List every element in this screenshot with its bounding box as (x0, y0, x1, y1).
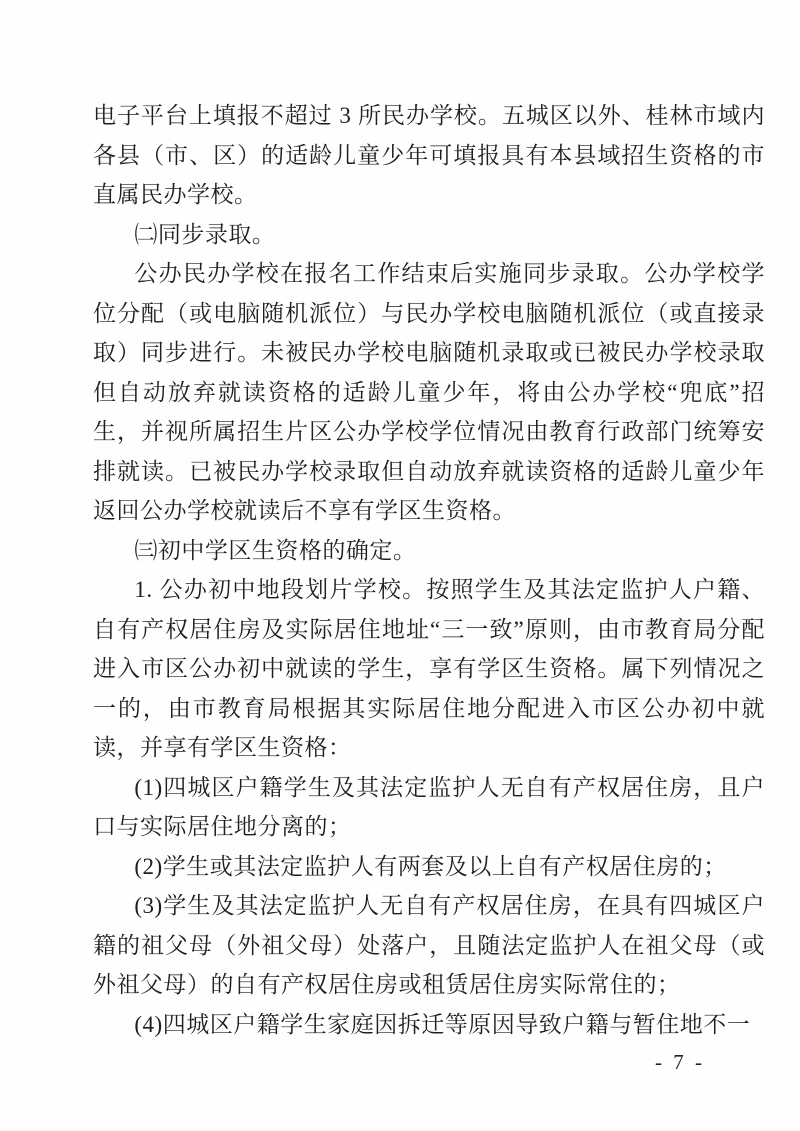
paragraph-subitem-2: (2)学生或其法定监护人有两套及以上自有产权居住房的； (134, 853, 727, 879)
paragraph-section-3-heading: ㈢初中学区生资格的确定。 (134, 537, 417, 563)
paragraph-continuation: 电子平台上填报不超过 3 所民办学校。五城区以外、桂林市域内各县（市、区）的适龄儿童少年可填报具有本县域招生资格的市直属民办学校。 (93, 103, 765, 207)
paragraph-subitem-3: (3)学生及其法定监护人无自有产权居住房，在具有四城区户籍的祖父母（外祖父母）处落户，且随法定监护人在祖父母（或外祖父母）的自有产权居住房或租赁居住房实际常住的； (93, 893, 765, 997)
paragraph-subitem-4: (4)四城区户籍学生家庭因拆迁等原因导致户籍与暂住地不一 (134, 1011, 751, 1037)
document-body (93, 96, 765, 1044)
paragraph-section-2-heading: ㈡同步录取。 (134, 221, 276, 247)
paragraph-section-2-body: 公办民办学校在报名工作结束后实施同步录取。公办学校学位分配（或电脑随机派位）与民办学校电脑随机派位（或直接录取）同步进行。未被民办学校电脑随机录取或已被民办学校录取但自动放弃就读资格的适龄儿童少年，将由公办学校“兜底”招生，并视所属招生片区公办学校学位情况由教育行政部门统筹安排就读。已被民办学校录取但自动放弃就读资格的适龄儿童少年返回公办学校就读后不享有学区生资格。 (93, 261, 765, 523)
paragraph-subitem-1: (1)四城区户籍学生及其法定监护人无自有产权居住房，且户口与实际居住地分离的； (93, 774, 765, 839)
paragraph-item-1: 1. 公办初中地段划片学校。按照学生及其法定监护人户籍、自有产权居住房及实际居住地址“三一致”原则，由市教育局分配进入市区公办初中就读的学生，享有学区生资格。属下列情况之一的，由市教育局根据其实际居住地分配进入市区公办初中就读，并享有学区生资格： (93, 577, 765, 760)
page-number: - 7 - (655, 1050, 705, 1074)
